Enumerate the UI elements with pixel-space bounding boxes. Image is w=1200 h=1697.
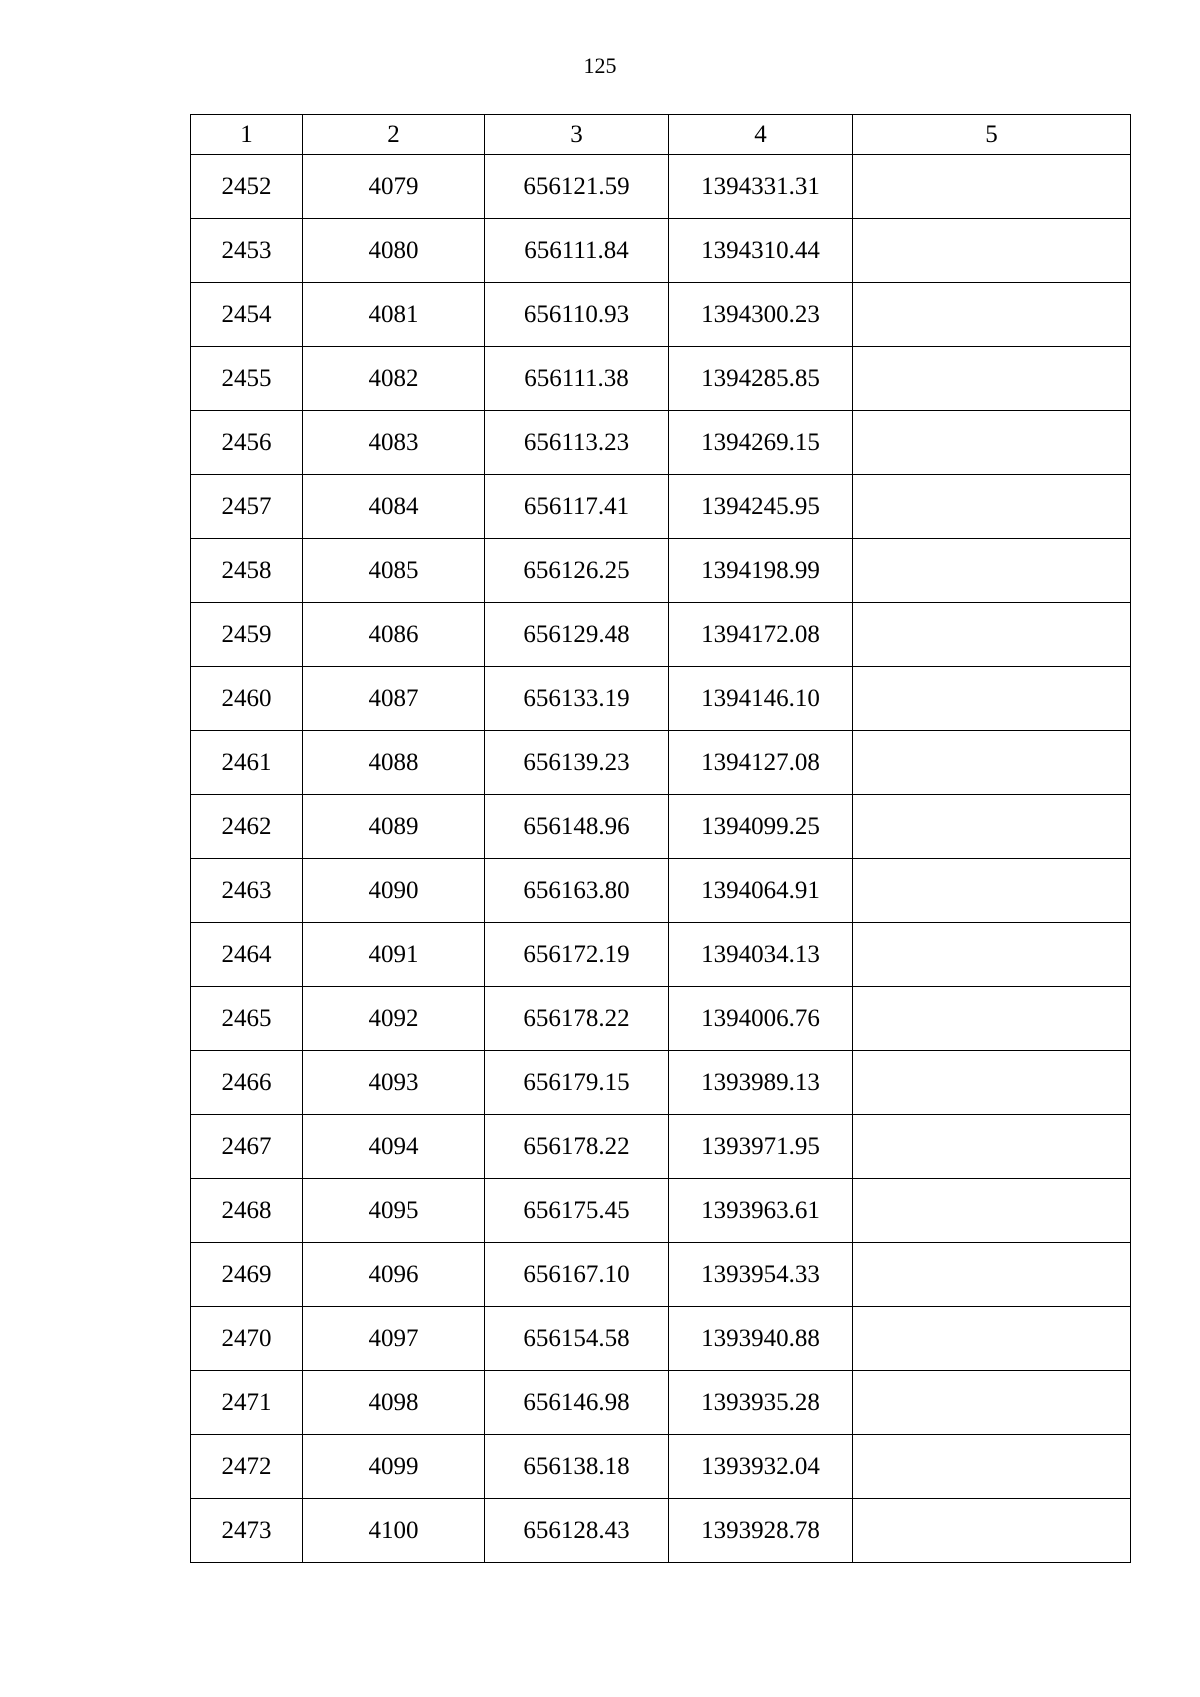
table-cell-col-5 (853, 859, 1131, 923)
table-row (191, 987, 1131, 1051)
table-cell-col-1: 2456 (191, 411, 303, 475)
table-cell-col-5 (853, 1435, 1131, 1499)
table-cell-col-2: 4083 (303, 411, 485, 475)
column-header-5: 5 (853, 115, 1131, 155)
table-cell-col-1: 2461 (191, 731, 303, 795)
table-cell-col-2: 4082 (303, 347, 485, 411)
table-cell-col-2: 4092 (303, 987, 485, 1051)
table-cell-col-5 (853, 1243, 1131, 1307)
table-cell-col-3: 656178.22 (485, 1115, 669, 1179)
table-row (191, 1307, 1131, 1371)
table-cell-col-3: 656128.43 (485, 1499, 669, 1563)
table-cell-col-3: 656179.15 (485, 1051, 669, 1115)
table-cell-col-2: 4097 (303, 1307, 485, 1371)
table-cell-col-5 (853, 667, 1131, 731)
table-cell-col-5 (853, 1307, 1131, 1371)
table-cell-col-4: 1394245.95 (669, 475, 853, 539)
table-cell-col-1: 2454 (191, 283, 303, 347)
table-row (191, 1051, 1131, 1115)
table-cell-col-4: 1393971.95 (669, 1115, 853, 1179)
table-cell-col-1: 2457 (191, 475, 303, 539)
table-row (191, 283, 1131, 347)
table-cell-col-4: 1394300.23 (669, 283, 853, 347)
table-cell-col-3: 656117.41 (485, 475, 669, 539)
table-cell-col-3: 656133.19 (485, 667, 669, 731)
table-cell-col-2: 4094 (303, 1115, 485, 1179)
table-cell-col-5 (853, 475, 1131, 539)
table-cell-col-1: 2468 (191, 1179, 303, 1243)
table-cell-col-2: 4099 (303, 1435, 485, 1499)
table-cell-col-3: 656111.84 (485, 219, 669, 283)
table-cell-col-4: 1394269.15 (669, 411, 853, 475)
table-cell-col-3: 656129.48 (485, 603, 669, 667)
table-cell-col-1: 2467 (191, 1115, 303, 1179)
table-cell-col-4: 1394331.31 (669, 155, 853, 219)
table-row (191, 539, 1131, 603)
table-cell-col-1: 2473 (191, 1499, 303, 1563)
table-cell-col-3: 656178.22 (485, 987, 669, 1051)
coordinates-table (190, 114, 1131, 1563)
table-cell-col-3: 656138.18 (485, 1435, 669, 1499)
table-cell-col-1: 2458 (191, 539, 303, 603)
table-row (191, 603, 1131, 667)
table-cell-col-3: 656163.80 (485, 859, 669, 923)
column-header-2: 2 (303, 115, 485, 155)
table-cell-col-3: 656172.19 (485, 923, 669, 987)
table-cell-col-1: 2463 (191, 859, 303, 923)
table-cell-col-1: 2472 (191, 1435, 303, 1499)
table-cell-col-4: 1394127.08 (669, 731, 853, 795)
table-cell-col-5 (853, 987, 1131, 1051)
table-cell-col-3: 656110.93 (485, 283, 669, 347)
table-cell-col-4: 1394285.85 (669, 347, 853, 411)
table-cell-col-2: 4081 (303, 283, 485, 347)
table-cell-col-4: 1393928.78 (669, 1499, 853, 1563)
table-header-row (191, 115, 1131, 155)
table-cell-col-4: 1393954.33 (669, 1243, 853, 1307)
table-cell-col-3: 656175.45 (485, 1179, 669, 1243)
table-row (191, 347, 1131, 411)
table-cell-col-2: 4079 (303, 155, 485, 219)
table-cell-col-2: 4089 (303, 795, 485, 859)
table-row (191, 475, 1131, 539)
table-cell-col-5 (853, 603, 1131, 667)
table-row (191, 667, 1131, 731)
table-row (191, 859, 1131, 923)
table-cell-col-5 (853, 923, 1131, 987)
table-cell-col-1: 2466 (191, 1051, 303, 1115)
table-row (191, 1179, 1131, 1243)
table-cell-col-1: 2459 (191, 603, 303, 667)
table-cell-col-2: 4080 (303, 219, 485, 283)
table-cell-col-3: 656113.23 (485, 411, 669, 475)
table-row (191, 1435, 1131, 1499)
table-cell-col-4: 1393935.28 (669, 1371, 853, 1435)
table-cell-col-5 (853, 1371, 1131, 1435)
table-cell-col-3: 656111.38 (485, 347, 669, 411)
table-cell-col-2: 4098 (303, 1371, 485, 1435)
table-cell-col-5 (853, 731, 1131, 795)
table-cell-col-5 (853, 347, 1131, 411)
table-row (191, 155, 1131, 219)
table-row (191, 731, 1131, 795)
table-cell-col-4: 1394064.91 (669, 859, 853, 923)
table-cell-col-5 (853, 411, 1131, 475)
table-row (191, 795, 1131, 859)
table-cell-col-2: 4087 (303, 667, 485, 731)
page-number: 125 (583, 53, 617, 78)
column-header-3: 3 (485, 115, 669, 155)
table-cell-col-5 (853, 1499, 1131, 1563)
table-cell-col-3: 656146.98 (485, 1371, 669, 1435)
table-cell-col-5 (853, 283, 1131, 347)
table-cell-col-4: 1393932.04 (669, 1435, 853, 1499)
table-cell-col-4: 1394310.44 (669, 219, 853, 283)
table-cell-col-2: 4100 (303, 1499, 485, 1563)
table-cell-col-3: 656121.59 (485, 155, 669, 219)
table-cell-col-1: 2464 (191, 923, 303, 987)
table-cell-col-2: 4085 (303, 539, 485, 603)
table-cell-col-4: 1394099.25 (669, 795, 853, 859)
table-cell-col-3: 656148.96 (485, 795, 669, 859)
table-cell-col-4: 1394198.99 (669, 539, 853, 603)
table-cell-col-5 (853, 155, 1131, 219)
table-cell-col-1: 2465 (191, 987, 303, 1051)
table-cell-col-4: 1393963.61 (669, 1179, 853, 1243)
table-cell-col-5 (853, 539, 1131, 603)
table-cell-col-3: 656154.58 (485, 1307, 669, 1371)
table-cell-col-5 (853, 1051, 1131, 1115)
table-row (191, 1243, 1131, 1307)
table-cell-col-5 (853, 1115, 1131, 1179)
table-row (191, 219, 1131, 283)
table-cell-col-1: 2453 (191, 219, 303, 283)
table-cell-col-2: 4093 (303, 1051, 485, 1115)
table-body (191, 115, 1131, 1563)
table-row (191, 411, 1131, 475)
table-cell-col-1: 2470 (191, 1307, 303, 1371)
table-cell-col-2: 4096 (303, 1243, 485, 1307)
table-cell-col-3: 656126.25 (485, 539, 669, 603)
table-cell-col-4: 1394034.13 (669, 923, 853, 987)
table-row (191, 1371, 1131, 1435)
table-cell-col-4: 1394172.08 (669, 603, 853, 667)
table-cell-col-2: 4090 (303, 859, 485, 923)
table-cell-col-2: 4084 (303, 475, 485, 539)
table-cell-col-2: 4088 (303, 731, 485, 795)
table-cell-col-4: 1393940.88 (669, 1307, 853, 1371)
table-cell-col-2: 4095 (303, 1179, 485, 1243)
table-cell-col-4: 1394006.76 (669, 987, 853, 1051)
table-cell-col-1: 2452 (191, 155, 303, 219)
table-cell-col-3: 656167.10 (485, 1243, 669, 1307)
table-row (191, 1499, 1131, 1563)
table-cell-col-2: 4086 (303, 603, 485, 667)
table-cell-col-1: 2469 (191, 1243, 303, 1307)
table-row (191, 923, 1131, 987)
table-cell-col-5 (853, 795, 1131, 859)
column-header-1: 1 (191, 115, 303, 155)
table-cell-col-1: 2455 (191, 347, 303, 411)
table-cell-col-5 (853, 1179, 1131, 1243)
table-cell-col-2: 4091 (303, 923, 485, 987)
table-cell-col-4: 1394146.10 (669, 667, 853, 731)
table-cell-col-1: 2462 (191, 795, 303, 859)
table-cell-col-1: 2471 (191, 1371, 303, 1435)
table-cell-col-3: 656139.23 (485, 731, 669, 795)
table-cell-col-4: 1393989.13 (669, 1051, 853, 1115)
table-cell-col-5 (853, 219, 1131, 283)
table-cell-col-1: 2460 (191, 667, 303, 731)
column-header-4: 4 (669, 115, 853, 155)
table-row (191, 1115, 1131, 1179)
